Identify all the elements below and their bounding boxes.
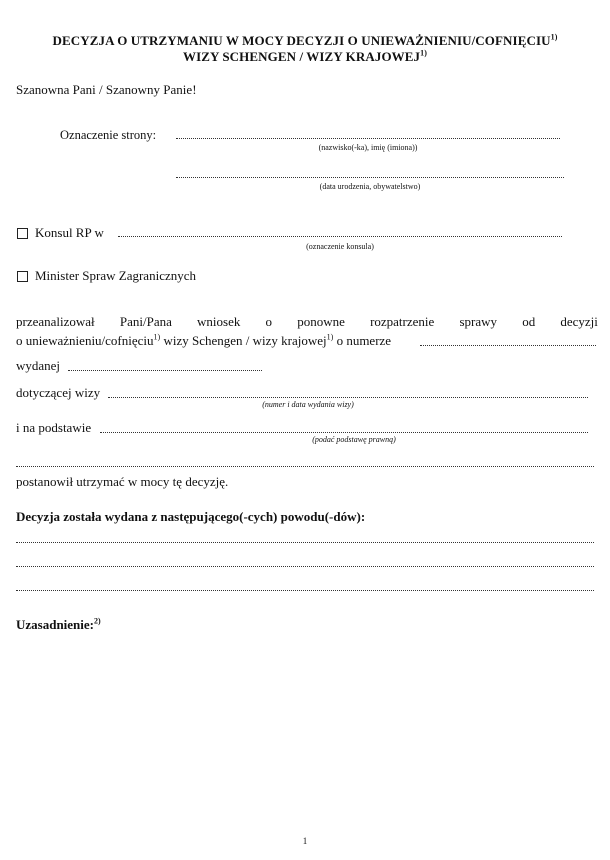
body-line-2: o unieważnieniu/cofnięciu$^{1)}$ wizy Schengen / wizy krajowej$^{1)}$ o numerze [16, 332, 392, 348]
page-number: 1 [302, 836, 308, 846]
document-title-line-2: WIZY SCHENGEN / WIZY KRAJOWEJ$^{1)}$ [182, 48, 428, 64]
basis-label: i na podstawie [16, 420, 92, 435]
body-line-1: przeanalizował Pani/Pana wniosek o ponowne rozpatrzenie sprawy od decyzji [16, 314, 598, 329]
visa-caption: (numer i data wydania wizy) [262, 400, 354, 409]
party-label: Oznaczenie strony: [60, 128, 157, 142]
consul-field[interactable] [118, 236, 562, 237]
party-birth-caption: (data urodzenia, obywatelstwo) [319, 182, 421, 191]
basis-field-continued[interactable] [16, 466, 594, 467]
justification-heading: Uzasadnienie:$^{2)}$ [16, 616, 101, 632]
party-name-field[interactable] [176, 138, 560, 139]
footnote-ref: 1) [420, 48, 428, 58]
party-name-caption: (nazwisko(-ka), imię (imiona)) [318, 143, 418, 152]
visa-label: dotyczącej wizy [16, 385, 101, 400]
consul-checkbox[interactable] [17, 228, 28, 239]
consul-label: Konsul RP w [35, 225, 104, 240]
issued-field[interactable] [68, 370, 262, 371]
decision-statement: postanowił utrzymać w mocy tę decyzję. [16, 474, 229, 489]
issued-label: wydanej [16, 358, 61, 373]
reason-line-3[interactable] [16, 590, 594, 591]
basis-caption: (podać podstawę prawną) [312, 435, 396, 444]
visa-field[interactable] [108, 397, 588, 398]
reason-line-2[interactable] [16, 566, 594, 567]
greeting: Szanowna Pani / Szanowny Panie! [16, 82, 197, 97]
footnote-ref: 1) [550, 32, 558, 42]
minister-label: Minister Spraw Zagranicznych [35, 268, 197, 283]
party-birth-field[interactable] [176, 177, 564, 178]
document-title-line-1: DECYZJA O UTRZYMANIU W MOCY DECYZJI O UNIEWAŻNIENIU/COFNIĘCIU$^{1)}$ [52, 32, 558, 48]
consul-caption: (oznaczenie konsula) [306, 242, 374, 251]
decision-number-field[interactable] [420, 345, 596, 346]
reason-line-1[interactable] [16, 542, 594, 543]
basis-field[interactable] [100, 432, 588, 433]
reasons-heading: Decyzja została wydana z następującego(-cych) powodu(-dów): [16, 509, 366, 524]
minister-checkbox[interactable] [17, 271, 28, 282]
